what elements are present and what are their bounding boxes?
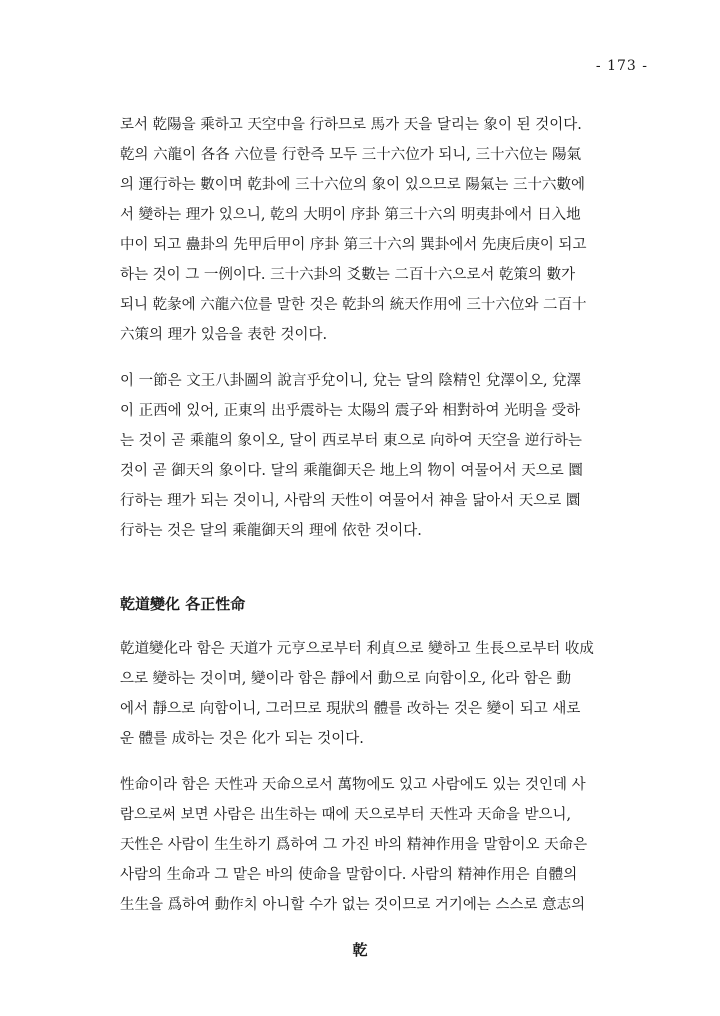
section-heading: 乾道變化 各正性命 [120,595,246,613]
text-line: 中이 되고 蠱卦의 先甲后甲이 序卦 第三十六의 巽卦에서 先庚后庚이 되고 [120,237,587,253]
page-number: - 173 - [595,58,648,74]
text-line: 의 運行하는 數이며 乾卦에 三十六位의 象이 있으므로 陽氣는 三十六數에 [120,177,585,193]
text-line: 되니 乾彖에 六龍六位를 말한 것은 乾卦의 統天作用에 三十六位와 二百十 [120,297,587,313]
text-line: 乾道變化라 함은 天道가 元亨으로부터 利貞으로 變하고 生長으로부터 收成 [120,641,594,657]
text-line: 乾의 六龍이 各各 六位를 行한즉 모두 三十六位가 되니, 三十六位는 陽氣 [120,147,582,163]
text-line: 으로 變하는 것이며, 變이라 함은 靜에서 動으로 向함이오, 化라 함은 動 [120,671,571,687]
text-line: 이 一節은 文王八卦圖의 說言乎兌이니, 兌는 달의 陰精인 兌澤이오, 兌澤 [120,373,582,389]
text-line: 行하는 理가 되는 것이니, 사람의 天性이 여물어서 神을 닮아서 天으로 圜 [120,493,581,509]
text-line: 람으로써 보면 사람은 出生하는 때에 天으로부터 天性과 天命을 받으니, [120,807,572,823]
text-line: 사람의 生命과 그 맡은 바의 使命을 말함이다. 사람의 精神作用은 自體의 [120,867,578,883]
text-line: 는 것이 곧 乘龍의 象이오, 달이 西로부터 東으로 向하여 天空을 逆行하는 [120,433,582,449]
text-line: 行하는 것은 달의 乘龍御天의 理에 依한 것이다. [120,523,422,539]
text-line: 것이 곧 御天의 象이다. 달의 乘龍御天은 地上의 物이 여물어서 天으로 圜 [120,463,583,479]
text-line: 운 體를 成하는 것은 化가 되는 것이다. [120,731,364,747]
text-line: 에서 靜으로 向함이니, 그러므로 現狀의 體를 改하는 것은 變이 되고 새로 [120,701,581,717]
footer-mark: 乾 [352,941,368,959]
text-line: 生生을 爲하여 動作치 아니할 수가 없는 것이므로 거기에는 스스로 意志의 [120,897,586,913]
text-line: 性命이라 함은 天性과 天命으로서 萬物에도 있고 사람에도 있는 것인데 사 [120,777,586,793]
text-line: 로서 乾陽을 乘하고 天空中을 行하므로 馬가 天을 달리는 象이 된 것이다. [120,117,582,133]
text-line: 하는 것이 그 一例이다. 三十六卦의 爻數는 二百十六으로서 乾策의 數가 [120,267,576,283]
text-line: 六策의 理가 있음을 表한 것이다. [120,327,328,343]
text-line: 天性은 사람이 生生하기 爲하여 그 가진 바의 精神作用을 말함이오 天命은 [120,837,588,853]
text-line: 서 變하는 理가 있으니, 乾의 大明이 序卦 第三十六의 明夷卦에서 日入地 [120,207,581,223]
text-line: 이 正西에 있어, 正東의 出乎震하는 太陽의 震子와 相對하여 光明을 受하 [120,403,581,419]
